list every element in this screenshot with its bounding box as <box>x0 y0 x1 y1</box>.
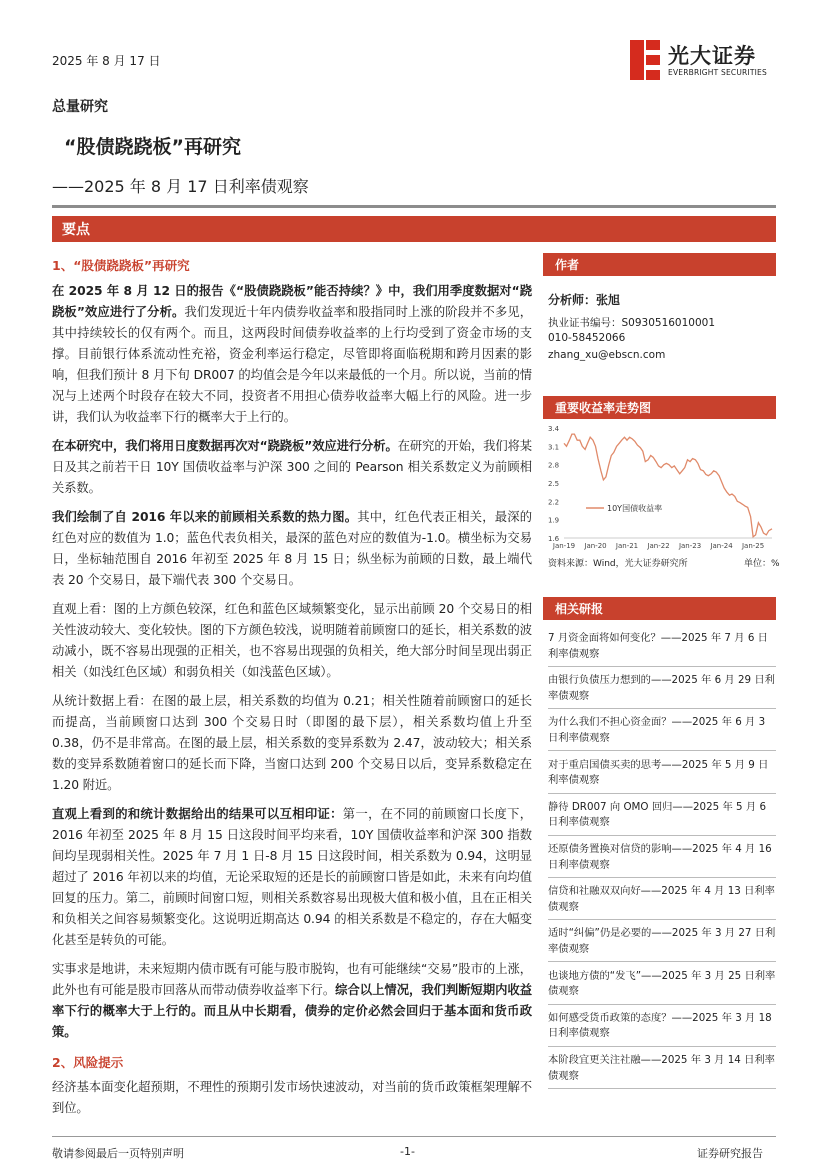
paragraph-4: 直观上看：图的上方颜色较深，红色和蓝色区域频繁变化，显示出前顾 20 个交易日的相关性波动较大、变化较快。图的下方颜色较浅，说明随着前顾窗口的延长，相关系数的波动减小，既不容易出现强的正相关，也不容易出现强的负相关，绝大部分时间呈现出弱正相关（如浅红色区域）和弱负相关（如浅蓝色区域）。 <box>52 602 532 679</box>
x-tick-label: Jan-22 <box>647 542 670 550</box>
footer-divider <box>52 1136 776 1137</box>
related-report-link[interactable]: 如何感受货币政策的态度？——2025 年 3 月 18 日利率债观察 <box>548 1011 772 1040</box>
paragraph-6-body: 第一，在不同的前顾窗口长度下，2016 年初至 2025 年 8 月 15 日这段时间平均来看，10Y 国债收益率和沪深 300 指数间均呈现弱相关性。2025 年 7 月 1 日-8 月 15 日这段时间，相关系数为 0.94，这明显超过了 2016 年初以来的均值，无论采取短的还是长的前顾窗口皆是如此，未来有向均值回复的压力。第二，前顾时间窗口短，则相关系数容易出现极大值和极小值，且在正相关和负相关之间容易频繁变化。这说明近期高达 0.94 的相关系数是不稳定的，存在大幅变化甚至是转负的可能。 <box>52 807 532 947</box>
report-type: 证券研究报告 <box>697 1147 763 1160</box>
paragraph-2 <box>52 436 532 499</box>
section-title-2: 2、风险提示 <box>52 1055 124 1070</box>
x-tick-label: Jan-24 <box>710 542 733 550</box>
section-title-1: 1、“股债跷跷板”再研究 <box>52 258 190 273</box>
logo-mark-icon <box>628 38 662 82</box>
related-report-link[interactable]: 静待 DR007 向 OMO 回归——2025 年 5 月 6 日利率债观察 <box>548 800 766 829</box>
y-tick-label: 3.1 <box>548 443 560 452</box>
related-separator <box>548 1088 776 1089</box>
footer-disclaimer: 敬请参阅最后一页特别声明 <box>52 1147 184 1160</box>
phone-number: 010-58452066 <box>548 332 626 344</box>
related-separator <box>548 961 776 962</box>
x-tick-label: Jan-20 <box>584 542 607 550</box>
related-separator <box>548 793 776 794</box>
related-report-link[interactable]: 为什么我们不担心资金面？——2025 年 6 月 3 日利率债观察 <box>548 716 766 744</box>
paragraph-5: 从统计数据上看：在图的最上层，相关系数的均值为 0.21；相关性随着前顾窗口的延长而提高，当前顾窗口达到 300 个交易日时（即图的最下层），相关系数均值上升至 0.38，仍不是非常高。在图的最上层，相关系数的变异系数为 2.47，波动较大；相关系数的变异系数随着窗口的延长而下降，当窗口达到 200 个交易日以后，变异系数稳定在 1.20 附近。 <box>52 694 532 792</box>
page-number: -1- <box>400 1145 415 1158</box>
author-header-label: 作者 <box>555 258 580 272</box>
related-separator <box>548 1004 776 1005</box>
x-tick-label: Jan-25 <box>741 542 765 550</box>
report-category: 总量研究 <box>52 99 108 115</box>
related-report-link[interactable]: 本阶段宜更关注社融——2025 年 3 月 14 日利率债观察 <box>548 1054 775 1082</box>
related-separator <box>548 708 776 709</box>
report-date: 2025 年 8 月 17 日 <box>52 54 161 68</box>
paragraph-3-body: 其中，红色代表正相关，最深的红色对应的数值为 1.0；蓝色代表负相关，最深的蓝色对应的数值为-1.0。横坐标为交易日，坐标轴范围自 2016 年初至 2025 年 8 月 15 日；纵坐标为前顾的日数，最上端代表 20 个交易日，最下端代表 300 个交易日。 <box>52 510 532 587</box>
related-separator <box>548 750 776 751</box>
chart-header-label: 重要收益率走势图 <box>555 401 652 415</box>
paragraph-1 <box>52 281 532 428</box>
y-tick-label: 3.4 <box>548 425 560 433</box>
report-subtitle: ——2025 年 8 月 17 日利率债观察 <box>52 177 309 196</box>
chart-unit: 单位：% <box>744 559 780 569</box>
cert-number: 执业证书编号：S0930516010001 <box>548 317 716 329</box>
related-report-link[interactable]: 也谈地方债的“发飞”——2025 年 3 月 25 日利率债观察 <box>548 969 776 998</box>
related-report-link[interactable]: 还原债务置换对信贷的影响——2025 年 4 月 16 日利率债观察 <box>548 843 772 871</box>
y-tick-label: 2.8 <box>548 461 560 470</box>
paragraph-1-body: 我们发现近十年内债券收益率和股指同时上涨的阶段并不多见，其中持续较长的仅有两个。而且，这两段时间债券收益率的上行均受到了资金市场的支撑。目前银行体系流动性充裕，资金利率运行稳定，尽管即将面临税期和跨月因素的影响，但我们预计 8 月下旬 DR007 的均值会是今年以来最低的一个月。所以说，当前的情况与上述两个时段存在较大不同，投资者不用担心债券收益率大幅上行的风险。进一步讲，我们认为收益率下行的概率大于上行的。 <box>52 305 532 424</box>
email-address: zhang_xu@ebscn.com <box>548 349 666 361</box>
x-tick-label: Jan-19 <box>552 542 576 550</box>
x-tick-label: Jan-21 <box>615 542 639 550</box>
related-report-link[interactable]: 由银行负债压力想到的——2025 年 6 月 29 日利率债观察 <box>548 674 775 702</box>
related-separator <box>548 666 776 667</box>
paragraph-3 <box>52 507 532 591</box>
yield-chart <box>548 422 776 552</box>
summary-body <box>52 256 532 1119</box>
related-separator <box>548 877 776 878</box>
paragraph-2-lead: 在本研究中，我们将用日度数据再次对“跷跷板”效应进行分析。 <box>52 439 398 453</box>
title-divider <box>52 205 776 208</box>
paragraph-6 <box>52 804 532 951</box>
logo-name-en: EVERBRIGHT SECURITIES <box>668 68 767 77</box>
analyst-name: 分析师：张旭 <box>548 293 621 307</box>
summary-banner <box>52 216 776 242</box>
related-report-link[interactable]: 适时“纠偏”仍是必要的——2025 年 3 月 27 日利率债观察 <box>548 927 776 955</box>
author-header <box>543 253 776 276</box>
related-report-link[interactable]: 信贷和社融双双向好——2025 年 4 月 13 日利率债观察 <box>548 885 775 913</box>
x-tick-label: Jan-23 <box>678 542 702 550</box>
related-report-link[interactable]: 对于重启国债买卖的思考——2025 年 5 月 9 日利率债观察 <box>548 758 769 787</box>
y-tick-label: 1.6 <box>548 535 560 543</box>
paragraph-3-lead: 我们绘制了自 2016 年以来的前顾相关系数的热力图。 <box>52 510 358 524</box>
paragraph-7-conclusion: 综合以上情况，我们判断短期内收益率下行的概率大于上行的。而且从中长期看，债券的定价必然会回归于基本面和货币政策。 <box>52 983 532 1039</box>
related-header-label: 相关研报 <box>555 602 604 616</box>
report-title: “股债跷跷板”再研究 <box>64 136 241 158</box>
paragraph-1-lead: 在 2025 年 8 月 12 日的报告《“股债跷跷板”能否持续？》中，我们用季度数据对“跷跷板”效应进行了分析。 <box>52 284 532 319</box>
y-tick-label: 1.9 <box>548 516 560 525</box>
yield-series-line <box>564 434 772 537</box>
paragraph-6-lead: 直观上看到的和统计数据给出的结果可以互相印证： <box>52 807 343 821</box>
logo-name-cn: 光大证券 <box>668 44 756 68</box>
related-header <box>543 597 776 620</box>
y-tick-label: 2.2 <box>548 498 560 507</box>
related-separator <box>548 919 776 920</box>
yield-chart-svg <box>548 422 776 552</box>
chart-header <box>543 396 776 419</box>
legend-label: 10Y国债收益率 <box>607 504 663 513</box>
paragraph-risk: 经济基本面变化超预期，不理性的预期引发市场快速波动，对当前的货币政策框架理解不到位。 <box>52 1080 532 1115</box>
related-separator <box>548 1046 776 1047</box>
paragraph-2-body: 在研究的开始，我们将某日及其之前若干日 10Y 国债收益率与沪深 300 之间的 Pearson 相关系数定义为前顾相关系数。 <box>52 439 532 495</box>
company-logo <box>628 38 778 84</box>
summary-label: 要点 <box>62 222 90 238</box>
related-report-link[interactable]: 7 月资金面将如何变化？——2025 年 7 月 6 日利率债观察 <box>548 632 768 660</box>
related-separator <box>548 835 776 836</box>
paragraph-7-body: 实事求是地讲，未来短期内债市既有可能与股市脱钩，也有可能继续“交易”股市的上涨，此外也有可能是股市回落从而带动债券收益率下行。 <box>52 962 532 997</box>
paragraph-7 <box>52 959 532 1043</box>
chart-source: 资料来源：Wind，光大证券研究所 <box>548 559 688 569</box>
y-tick-label: 2.5 <box>548 480 560 488</box>
